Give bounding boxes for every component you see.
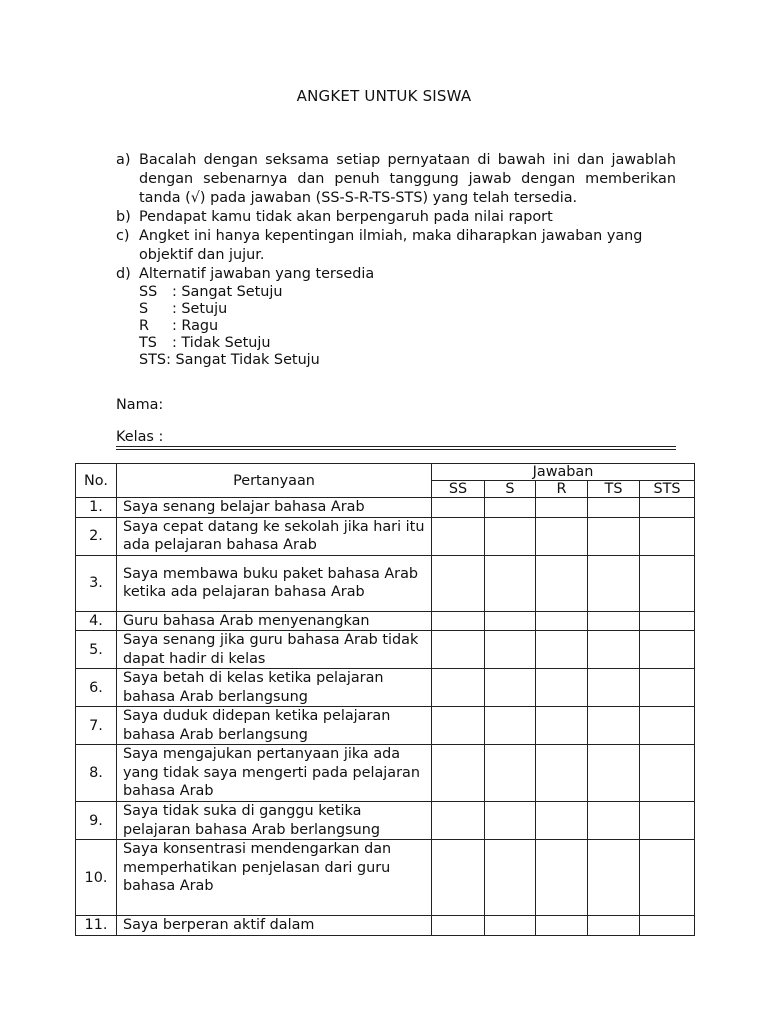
row-question: Saya duduk didepan ketika pelajaran bahasa Arab berlangsung: [117, 707, 432, 745]
answer-cell-ts[interactable]: [588, 631, 640, 669]
legend-label: : Setuju: [172, 301, 228, 317]
instruction-text: Angket ini hanya kepentingan ilmiah, maka diharapkan jawaban yang objektif dan jujur.: [139, 228, 643, 263]
row-number: 11.: [76, 916, 117, 936]
instruction-item-b: [116, 208, 676, 227]
answer-cell-sts[interactable]: [640, 611, 695, 631]
table-row: [76, 555, 695, 611]
legend-key: SS: [139, 284, 158, 300]
row-question: Saya mengajukan pertanyaan jika ada yang tidak saya mengerti pada pelajaran bahasa Arab: [117, 745, 432, 802]
row-question: Saya cepat datang ke sekolah jika hari itu ada pelajaran bahasa Arab: [117, 517, 432, 555]
legend-row: [139, 284, 676, 301]
instruction-text: Bacalah dengan seksama setiap pernyataan di bawah ini dan jawablah dengan sebenarnya dan penuh tanggung jawab dengan memberikan tanda (√) pada jawaban (SS-S-R-TS-STS) yang telah tersedia.: [139, 152, 676, 206]
legend-row: [139, 301, 676, 318]
divider-line: [116, 449, 676, 450]
row-question: Saya berperan aktif dalam: [117, 916, 432, 936]
answer-option-sts: STS: [640, 481, 695, 498]
answer-legend: [139, 284, 676, 369]
row-question: Saya betah di kelas ketika pelajaran bahasa Arab berlangsung: [117, 669, 432, 707]
answer-cell-ts[interactable]: [588, 611, 640, 631]
answer-cell-sts[interactable]: [640, 555, 695, 611]
answer-cell-s[interactable]: [485, 555, 536, 611]
legend-row: [139, 335, 676, 352]
instruction-letter: a): [116, 152, 131, 168]
answer-cell-ts[interactable]: [588, 916, 640, 936]
answer-cell-s[interactable]: [485, 517, 536, 555]
header-question: Pertanyaan: [117, 464, 432, 498]
divider-line: [116, 446, 676, 447]
table-row: [76, 840, 695, 916]
answer-cell-r[interactable]: [536, 745, 588, 802]
answer-cell-r[interactable]: [536, 611, 588, 631]
answer-cell-s[interactable]: [485, 745, 536, 802]
answer-cell-r[interactable]: [536, 802, 588, 840]
answer-cell-sts[interactable]: [640, 498, 695, 518]
table-row: [76, 745, 695, 802]
answer-cell-ts[interactable]: [588, 517, 640, 555]
answer-cell-r[interactable]: [536, 669, 588, 707]
legend-key: S: [139, 301, 149, 317]
instruction-item-a: [116, 151, 676, 208]
answer-cell-ts[interactable]: [588, 707, 640, 745]
answer-cell-sts[interactable]: [640, 707, 695, 745]
answer-cell-sts[interactable]: [640, 745, 695, 802]
answer-cell-ss[interactable]: [432, 517, 485, 555]
questionnaire-table: [75, 463, 695, 936]
row-number: 6.: [76, 669, 117, 707]
instruction-letter: d): [116, 266, 131, 282]
row-number: 3.: [76, 555, 117, 611]
answer-cell-ss[interactable]: [432, 745, 485, 802]
instruction-item-c: [116, 227, 676, 265]
legend-key: STS: [139, 352, 167, 368]
answer-cell-ss[interactable]: [432, 707, 485, 745]
answer-cell-s[interactable]: [485, 707, 536, 745]
row-number: 5.: [76, 631, 117, 669]
page-title: ANGKET UNTUK SISWA: [296, 87, 472, 105]
row-question: Guru bahasa Arab menyenangkan: [117, 611, 432, 631]
legend-row: [139, 318, 676, 335]
answer-cell-sts[interactable]: [640, 840, 695, 916]
row-question: Saya senang jika guru bahasa Arab tidak dapat hadir di kelas: [117, 631, 432, 669]
row-number: 10.: [76, 840, 117, 916]
instruction-text: Alternatif jawaban yang tersedia: [139, 266, 375, 282]
table-row: [76, 631, 695, 669]
answer-cell-r[interactable]: [536, 707, 588, 745]
answer-cell-r[interactable]: [536, 555, 588, 611]
row-number: 8.: [76, 745, 117, 802]
answer-cell-sts[interactable]: [640, 517, 695, 555]
answer-option-ts: TS: [588, 481, 640, 498]
answer-cell-s[interactable]: [485, 802, 536, 840]
table-row: [76, 916, 695, 936]
legend-label: : Ragu: [172, 318, 219, 334]
answer-cell-s[interactable]: [485, 631, 536, 669]
row-question: Saya tidak suka di ganggu ketika pelajaran bahasa Arab berlangsung: [117, 802, 432, 840]
table-row: [76, 707, 695, 745]
instruction-letter: b): [116, 209, 131, 225]
legend-key: R: [139, 318, 149, 334]
row-number: 7.: [76, 707, 117, 745]
answer-cell-sts[interactable]: [640, 802, 695, 840]
row-number: 4.: [76, 611, 117, 631]
answer-cell-ts[interactable]: [588, 840, 640, 916]
answer-cell-ss[interactable]: [432, 840, 485, 916]
row-question: Saya membawa buku paket bahasa Arab ketika ada pelajaran bahasa Arab: [117, 555, 432, 611]
answer-cell-sts[interactable]: [640, 916, 695, 936]
answer-cell-ts[interactable]: [588, 669, 640, 707]
row-number: 2.: [76, 517, 117, 555]
answer-cell-s[interactable]: [485, 669, 536, 707]
answer-cell-r[interactable]: [536, 916, 588, 936]
instruction-letter: c): [116, 228, 130, 244]
instruction-text: Pendapat kamu tidak akan berpengaruh pada nilai raport: [139, 209, 553, 225]
answer-cell-ts[interactable]: [588, 498, 640, 518]
answer-cell-r[interactable]: [536, 517, 588, 555]
header-no: No.: [76, 464, 117, 498]
answer-cell-ss[interactable]: [432, 498, 485, 518]
row-number: 9.: [76, 802, 117, 840]
legend-row: [139, 352, 676, 369]
table-row: [76, 802, 695, 840]
header-answer: Jawaban: [432, 464, 695, 481]
answer-option-r: R: [536, 481, 588, 498]
row-question: Saya senang belajar bahasa Arab: [117, 498, 432, 518]
answer-cell-ss[interactable]: [432, 555, 485, 611]
answer-cell-r[interactable]: [536, 840, 588, 916]
answer-cell-s[interactable]: [485, 916, 536, 936]
answer-cell-ss[interactable]: [432, 802, 485, 840]
instruction-item-d: [116, 265, 676, 284]
answer-cell-s[interactable]: [485, 840, 536, 916]
table-row: [76, 669, 695, 707]
answer-option-s: S: [485, 481, 536, 498]
row-question: Saya konsentrasi mendengarkan dan memperhatikan penjelasan dari guru bahasa Arab: [117, 840, 432, 916]
answer-cell-ts[interactable]: [588, 745, 640, 802]
instructions-list: [116, 151, 676, 369]
answer-cell-ts[interactable]: [588, 802, 640, 840]
row-number: 1.: [76, 498, 117, 518]
answer-option-ss: SS: [432, 481, 485, 498]
table-row: [76, 498, 695, 518]
legend-label: : Sangat Setuju: [172, 284, 283, 300]
answer-cell-ss[interactable]: [432, 669, 485, 707]
answer-cell-r[interactable]: [536, 631, 588, 669]
legend-key: TS: [139, 335, 157, 351]
answer-cell-r[interactable]: [536, 498, 588, 518]
answer-cell-ss[interactable]: [432, 916, 485, 936]
answer-cell-ss[interactable]: [432, 631, 485, 669]
answer-cell-ts[interactable]: [588, 555, 640, 611]
class-field-label: Kelas :: [116, 429, 164, 445]
table-row: [76, 517, 695, 555]
legend-label: : Sangat Tidak Setuju: [166, 352, 320, 368]
name-field-label: Nama:: [116, 397, 164, 413]
answer-cell-ss[interactable]: [432, 611, 485, 631]
answer-cell-s[interactable]: [485, 611, 536, 631]
legend-label: : Tidak Setuju: [172, 335, 271, 351]
table-row: [76, 611, 695, 631]
answer-cell-s[interactable]: [485, 498, 536, 518]
answer-cell-sts[interactable]: [640, 669, 695, 707]
answer-cell-sts[interactable]: [640, 631, 695, 669]
